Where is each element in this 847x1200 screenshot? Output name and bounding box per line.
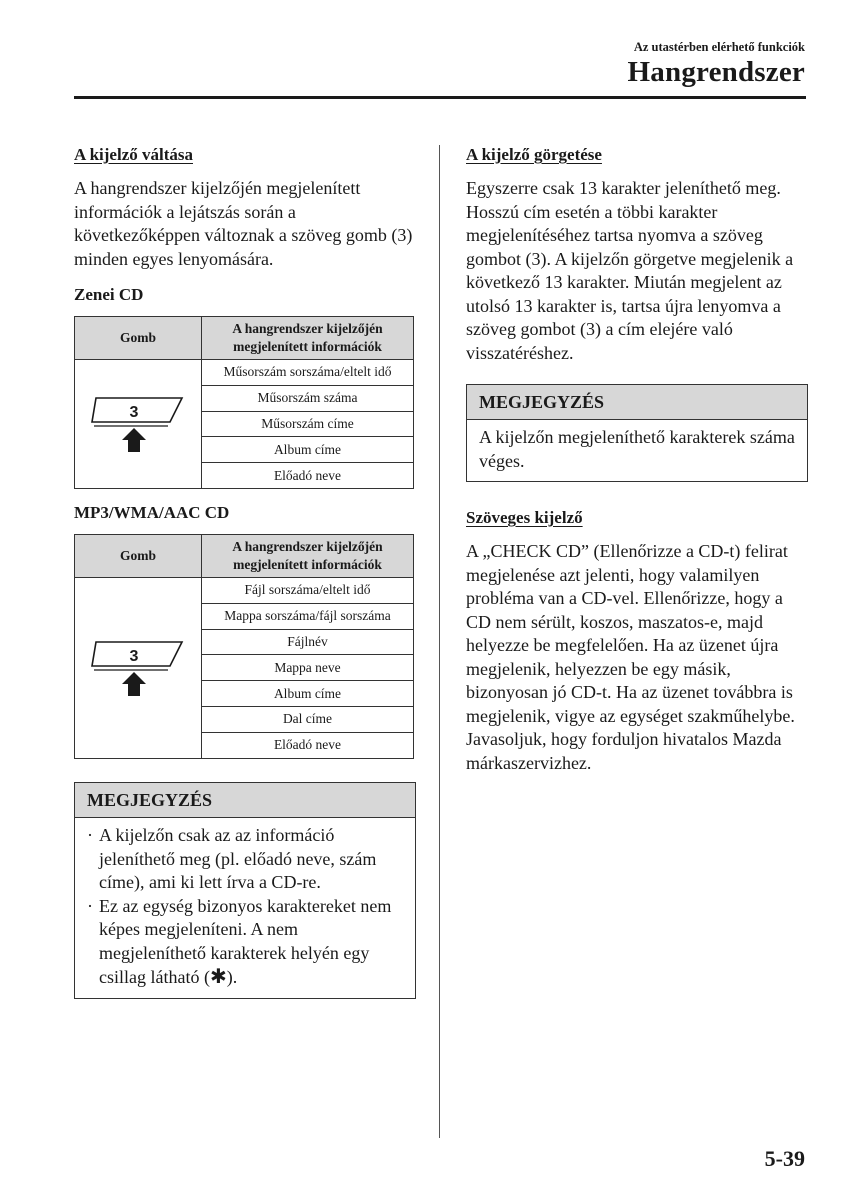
right-note-box — [466, 384, 808, 482]
header-subtitle: Az utastérben elérhető funkciók — [633, 40, 805, 54]
header-title: Hangrendszer — [627, 56, 805, 88]
text-button-cell — [75, 360, 202, 489]
display-switch-intro: A hangrendszer kijelzőjén megjelenített információk a lejátszás során a következőképpen változnak a szöveg gomb (3) minden egyes lenyomására. — [74, 178, 413, 269]
list-item — [87, 824, 403, 895]
header-rule — [74, 96, 806, 99]
button-label: 3 — [129, 403, 139, 421]
arrow-up-icon — [122, 428, 146, 452]
button-label: 3 — [129, 647, 139, 665]
text-display-section — [466, 508, 806, 775]
table-header-row — [75, 317, 414, 360]
section-title-scroll: A kijelző görgetése — [466, 145, 602, 164]
zenei-cd-table — [74, 316, 414, 489]
page-number: 5-39 — [764, 1146, 805, 1171]
list-item — [87, 895, 403, 990]
table-row: Dal címe — [202, 706, 414, 732]
table-header-info: A hangrendszer kijelzőjén megjelenített információk — [202, 317, 414, 360]
text-display-text: A „CHECK CD” (Ellenőrizze a CD-t) felirat megjelenése azt jelenti, hogy valamilyen probléma van a CD-vel. Ellenőrizze, hogy a CD nem sérült, koszos, maszatos-e, majd helyezze be megfelelően. Ha az üzenet újra megjelenik, helyezzen be egy másik, bizonyosan jó CD-t. Ha az üzenet továbbra is megjelenik, vigye az egységet szakműhelybe. Javasoljuk, hogy forduljon hivatalos Mazda márkaszervizhez. — [466, 541, 795, 773]
table-row: Album címe — [202, 437, 414, 463]
note-title: MEGJEGYZÉS — [75, 783, 415, 818]
note-bullet-text: A kijelzőn csak az az információ jeleníthető meg (pl. előadó neve, szám címe), ami ki lett írva a CD-re. — [99, 825, 377, 892]
table-row: Előadó neve — [202, 463, 414, 489]
table-row: Előadó neve — [202, 732, 414, 758]
text-button-cell — [75, 577, 202, 758]
note-bullet-text: Ez az egység bizonyos karaktereket nem képes megjeleníteni. A nem megjeleníthető karakterek helyén egy csillag látható ( — [99, 895, 392, 987]
note-body — [75, 818, 415, 998]
zenei-cd-title: Zenei CD — [74, 285, 144, 304]
column-divider — [439, 145, 440, 1138]
table-row: Album címe — [202, 681, 414, 707]
mp3-cd-table — [74, 534, 414, 759]
table-row: Mappa sorszáma/fájl sorszáma — [202, 603, 414, 629]
section-title-text-display: Szöveges kijelző — [466, 508, 583, 527]
note-bullet-text-wrap — [99, 895, 403, 990]
asterisk-icon: ✱ — [209, 964, 227, 988]
table-row: Fájl sorszáma/eltelt idő — [202, 577, 414, 603]
scroll-text: Egyszerre csak 13 karakter jeleníthető meg. Hosszú cím esetén a többi karakter megjelenítéséhez tartsa nyomva a szöveg gombot (3). A kijelzőn görgetve megjelenik a következő 13 karakter. Miután megjelent az utolsó 13 karakter is, tartsa újra lenyomva a szöveg gombot (3) a cím elejére való visszatéréshez. — [466, 178, 794, 363]
table-row: Műsorszám címe — [202, 411, 414, 437]
table-header-info: A hangrendszer kijelzőjén megjelenített információk — [202, 534, 414, 577]
table-row: Mappa neve — [202, 655, 414, 681]
table-row: Fájlnév — [202, 629, 414, 655]
left-column — [74, 145, 414, 759]
section-title-display-switch: A kijelző váltása — [74, 145, 193, 164]
table-header-button: Gomb — [75, 534, 202, 577]
note-bullet-end: ). — [226, 967, 238, 987]
table-row: Műsorszám száma — [202, 385, 414, 411]
table-header-button: Gomb — [75, 317, 202, 360]
bullet-dot: · — [87, 895, 93, 916]
text-button-3-icon — [90, 392, 186, 456]
right-column — [466, 145, 806, 365]
table-row: Műsorszám sorszáma/eltelt idő — [202, 360, 414, 386]
bullet-dot: · — [87, 825, 93, 845]
note-title: MEGJEGYZÉS — [467, 385, 807, 420]
text-button-3-icon — [90, 636, 186, 700]
mp3-cd-title: MP3/WMA/AAC CD — [74, 502, 230, 522]
note-body: A kijelzőn megjeleníthető karakterek száma véges. — [479, 427, 795, 471]
arrow-up-icon — [122, 672, 146, 696]
left-note-box — [74, 782, 416, 999]
table-header-row — [75, 534, 414, 577]
